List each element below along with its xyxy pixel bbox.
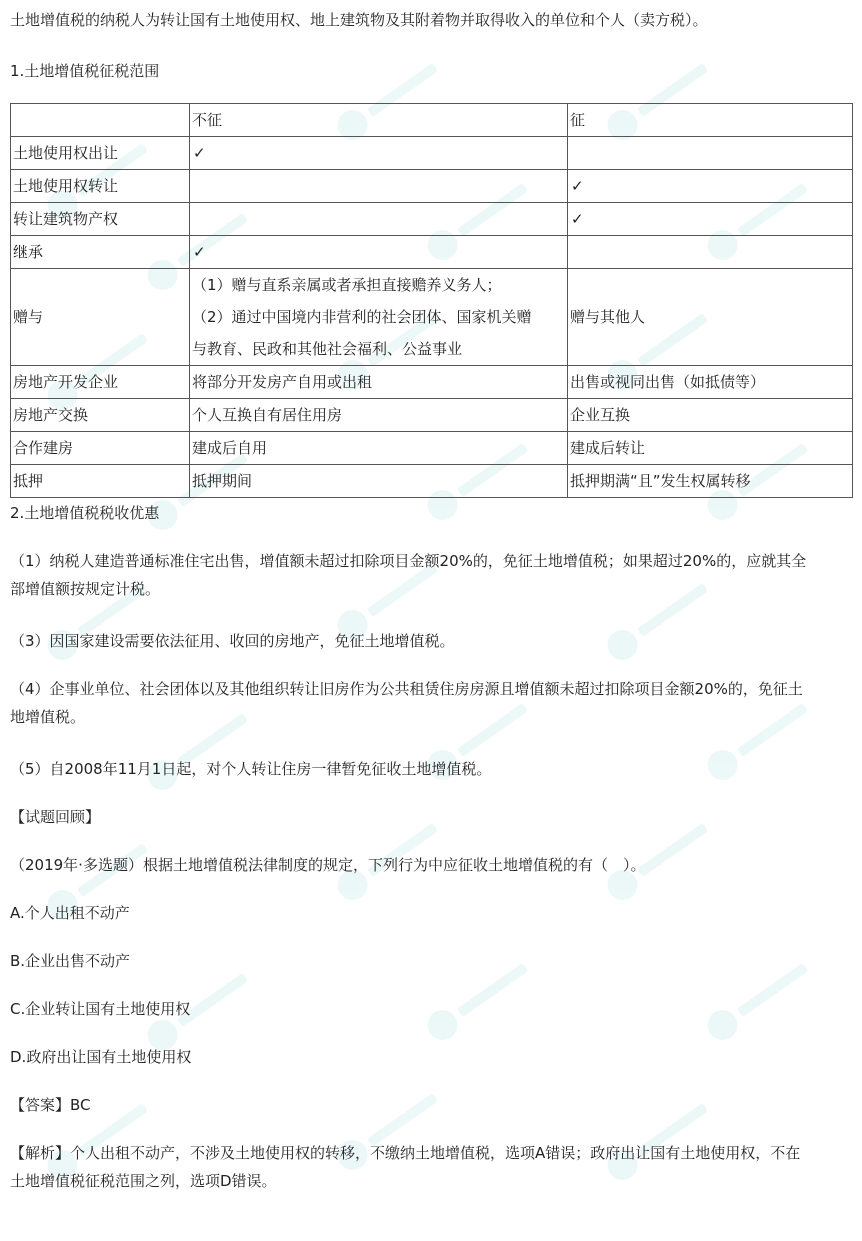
question-text: （2019年·多选题）根据土地增值税法律制度的规定，下列行为中应征收土地增值税的有（ ）。 (10, 856, 646, 874)
benefit-item: （3）因国家建设需要依法征用、收回的房地产，免征土地增值税。 (10, 632, 455, 650)
option-b: B.企业出售不动产 (10, 952, 131, 970)
analysis-line: 【解析】个人出租不动产，不涉及土地使用权的转移，不缴纳土地增值税，选项A错误；政府出让国有土地使用权，不在 (10, 1144, 801, 1162)
row-tax: 建成后转让 (568, 432, 853, 465)
row-tax: ✓ (568, 203, 853, 236)
row-no-tax (190, 269, 568, 366)
row-item: 转让建筑物产权 (11, 203, 190, 236)
table-header-row (11, 104, 853, 137)
row-no-tax: 个人互换自有居住用房 (190, 399, 568, 432)
table-row (11, 465, 853, 498)
section1-title: 1.土地增值税征税范围 (10, 62, 160, 80)
answer-text: 【答案】BC (10, 1096, 91, 1114)
row-tax: 出售或视同出售（如抵债等） (568, 366, 853, 399)
header-cell-tax: 征 (568, 104, 853, 137)
row-no-tax: ✓ (190, 236, 568, 269)
row-item: 抵押 (11, 465, 190, 498)
gift-line-3: 与教育、民政和其他社会福利、公益事业 (192, 340, 463, 358)
benefit-line: 地增值税。 (10, 708, 86, 726)
header-cell-blank (11, 104, 190, 137)
review-title: 【试题回顾】 (10, 808, 101, 826)
benefit-item (10, 675, 856, 731)
table-row (11, 366, 853, 399)
analysis-line: 土地增值税征税范围之列，选项D错误。 (10, 1172, 277, 1190)
row-tax: ✓ (568, 170, 853, 203)
row-item: 赠与 (11, 269, 190, 366)
row-tax: 企业互换 (568, 399, 853, 432)
benefit-line: （4）企事业单位、社会团体以及其他组织转让旧房作为公共租赁住房房源且增值额未超过扣除项目金额20%的，免征土 (10, 680, 803, 698)
row-item: 房地产开发企业 (11, 366, 190, 399)
tax-scope-table (10, 103, 853, 498)
benefit-line: 部增值额按规定计税。 (10, 580, 161, 598)
table-row (11, 432, 853, 465)
header-cell-no-tax: 不征 (190, 104, 568, 137)
option-d: D.政府出让国有土地使用权 (10, 1048, 192, 1066)
intro-text: 土地增值税的纳税人为转让国有土地使用权、地上建筑物及其附着物并取得收入的单位和个人（卖方税）。 (10, 11, 708, 29)
gift-line-1: （1）赠与直系亲属或者承担直接赡养义务人； (192, 276, 502, 294)
row-tax (568, 236, 853, 269)
row-no-tax: ✓ (190, 137, 568, 170)
row-tax (568, 137, 853, 170)
table-row (11, 236, 853, 269)
option-a: A.个人出租不动产 (10, 904, 130, 922)
table-row (11, 203, 853, 236)
table-row (11, 269, 853, 366)
row-item: 合作建房 (11, 432, 190, 465)
benefit-item: （5）自2008年11月1日起，对个人转让住房一律暂免征收土地增值税。 (10, 760, 492, 778)
row-no-tax (190, 170, 568, 203)
row-item: 房地产交换 (11, 399, 190, 432)
row-item: 土地使用权出让 (11, 137, 190, 170)
benefit-line: （1）纳税人建造普通标准住宅出售，增值额未超过扣除项目金额20%的，免征土地增值税；如果超过20%的，应就其全 (10, 552, 807, 570)
table-row (11, 137, 853, 170)
row-tax: 赠与其他人 (568, 269, 853, 366)
section2-title: 2.土地增值税税收优惠 (10, 504, 160, 522)
row-item: 继承 (11, 236, 190, 269)
table-row (11, 399, 853, 432)
option-c: C.企业转让国有土地使用权 (10, 1000, 191, 1018)
analysis-text (10, 1139, 856, 1195)
row-no-tax (190, 203, 568, 236)
row-no-tax: 将部分开发房产自用或出租 (190, 366, 568, 399)
table-row (11, 170, 853, 203)
row-tax: 抵押期满“且”发生权属转移 (568, 465, 853, 498)
row-no-tax: 抵押期间 (190, 465, 568, 498)
gift-line-2: （2）通过中国境内非营利的社会团体、国家机关赠 (192, 308, 532, 326)
benefit-item (10, 547, 856, 603)
row-no-tax: 建成后自用 (190, 432, 568, 465)
row-item: 土地使用权转让 (11, 170, 190, 203)
